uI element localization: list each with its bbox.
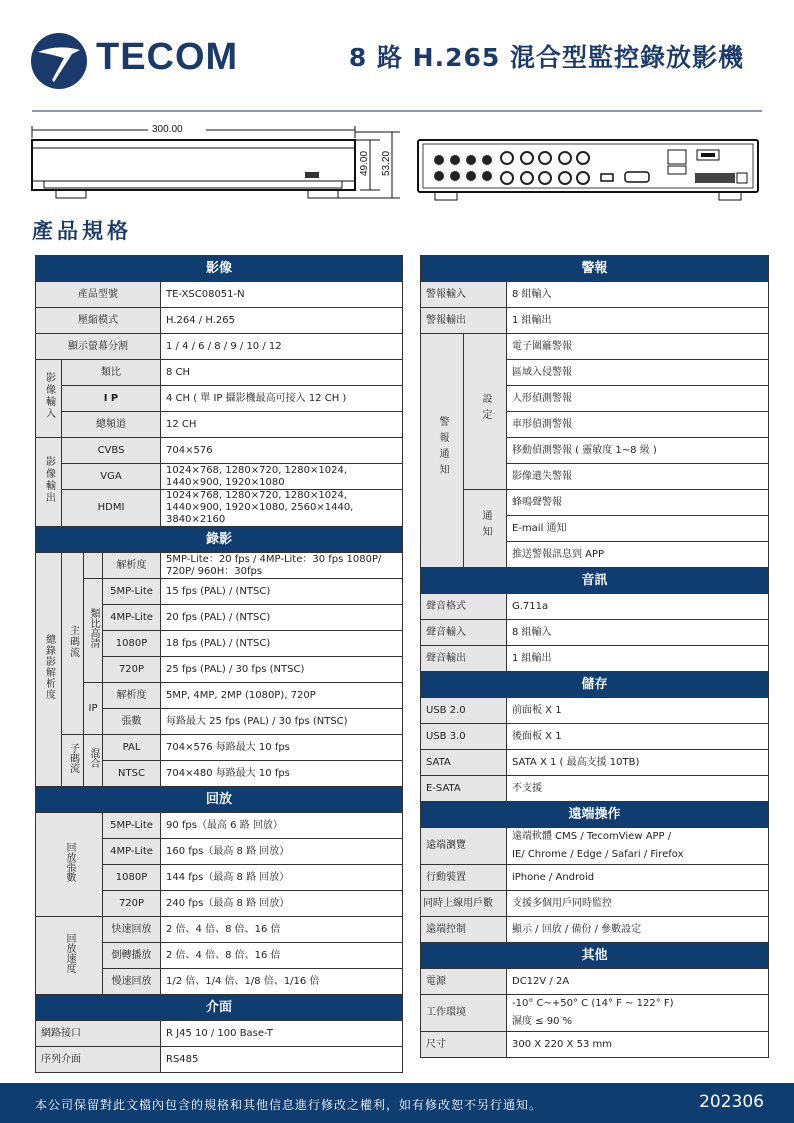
fast-label: 快速回放 xyxy=(103,917,161,943)
mixed-label: 混合 xyxy=(88,748,99,768)
pal-label: PAL xyxy=(103,735,161,761)
ntsc-value: 704×480 每路最大 10 fps xyxy=(161,761,403,787)
remote-browse-value-line2: IE/ Chrome / Edge / Safari / Firefox xyxy=(512,849,684,860)
pal-value: 704×576 每路最大 10 fps xyxy=(161,735,403,761)
ip-group: IP xyxy=(84,683,103,735)
esata-value: 不支援 xyxy=(507,776,769,802)
sata-label: SATA xyxy=(421,750,507,776)
pb-4mp-value: 160 fps（最高 8 路 回放） xyxy=(161,839,403,865)
section-header-alarm: 警報 xyxy=(421,256,769,282)
section-header-video: 影像 xyxy=(36,256,403,282)
alarm-setting-label: 設定 xyxy=(480,393,491,425)
users-value: 支援多個用戶同時監控 xyxy=(507,891,769,917)
network-label: 網路接口 xyxy=(36,1021,161,1047)
slow-value: 1/2 倍、1/4 倍、1/8 倍、1/16 倍 xyxy=(161,969,403,995)
playback-speed-label: 回放速度 xyxy=(64,933,75,973)
fast-value: 2 倍、4 倍、8 倍、16 倍 xyxy=(161,917,403,943)
pb-1080p-value: 144 fps（最高 8 路 回放） xyxy=(161,865,403,891)
rec-1080p-label: 1080P xyxy=(103,631,161,657)
pb-1080p-label: 1080P xyxy=(103,865,161,891)
tecom-logo xyxy=(30,32,250,88)
split-label: 顯示螢幕分割 xyxy=(36,334,161,360)
environment-temp: -10° C~+50° C (14° F ~ 122° F) xyxy=(512,998,674,1009)
record-res-value: 5MP-Lite：20 fps / 4MP-Lite：30 fps 1080P/ 720P/ 960H：30fps xyxy=(161,553,403,579)
usb2-value: 前面板 X 1 xyxy=(507,698,769,724)
playback-fps-label: 回放張數 xyxy=(64,842,75,882)
hdmi-label: HDMI xyxy=(62,490,161,527)
ip-fps-label: 張數 xyxy=(103,709,161,735)
pb-4mp-label: 4MP-Lite xyxy=(103,839,161,865)
ip-fps-value: 每路最大 25 fps (PAL) / 30 fps (NTSC) xyxy=(161,709,403,735)
alarm-out-value: 1 組輸出 xyxy=(507,308,769,334)
section-title: 產品規格 xyxy=(32,219,132,243)
network-value: R J45 10 / 100 Base-T xyxy=(161,1021,403,1047)
footer-bar xyxy=(0,1083,794,1123)
main-stream-group xyxy=(62,553,84,735)
front-view-drawing xyxy=(30,118,410,208)
alarm-notice-item: 推送警報訊息到 APP xyxy=(507,542,769,568)
section-header-storage: 儲存 xyxy=(421,672,769,698)
video-output-group-label: 影像輸出 xyxy=(43,455,55,504)
analog-value: 8 CH xyxy=(161,360,403,386)
rec-4mp-value: 20 fps (PAL) / (NTSC) xyxy=(161,605,403,631)
res-spacer xyxy=(84,553,103,579)
reverse-label: 倒轉播放 xyxy=(103,943,161,969)
usb3-value: 後面板 X 1 xyxy=(507,724,769,750)
model-label: 產品型號 xyxy=(36,282,161,308)
alarm-out-label: 警報輸出 xyxy=(421,308,507,334)
sata-value: SATA X 1 ( 最高支援 10TB) xyxy=(507,750,769,776)
analog-hd-label: 類比高清 xyxy=(88,608,99,648)
environment-label: 工作環境 xyxy=(421,995,507,1032)
rec-1080p-value: 18 fps (PAL) / (NTSC) xyxy=(161,631,403,657)
height-dimension-1: 49.00 xyxy=(359,150,371,177)
alarm-notice-label: 通知 xyxy=(480,510,491,542)
vga-value: 1024×768, 1280×720, 1280×1024, 1440×900, 1920×1080 xyxy=(161,464,403,490)
playback-speed-group xyxy=(36,917,103,995)
ip-res-value: 5MP, 4MP, 2MP (1080P), 720P xyxy=(161,683,403,709)
vga-label: VGA xyxy=(62,464,161,490)
analog-label: 類比 xyxy=(62,360,161,386)
rear-view-drawing xyxy=(415,138,765,208)
footer-notice: 本公司保留對此文檔內包含的規格和其他信息進行修改之權利，如有修改恕不另行通知。 xyxy=(35,1098,543,1112)
rec-720p-label: 720P xyxy=(103,657,161,683)
ntsc-label: NTSC xyxy=(103,761,161,787)
alarm-notice-item: 蜂鳴聲警報 xyxy=(507,490,769,516)
rec-720p-value: 25 fps (PAL) / 30 fps (NTSC) xyxy=(161,657,403,683)
sub-stream-group xyxy=(62,735,84,787)
alarm-notice-group xyxy=(464,490,507,568)
audio-out-value: 1 組輸出 xyxy=(507,646,769,672)
section-header-other: 其他 xyxy=(421,943,769,969)
rec-4mp-label: 4MP-Lite xyxy=(103,605,161,631)
size-label: 尺寸 xyxy=(421,1032,507,1058)
record-resolution-group xyxy=(36,553,62,787)
mobile-value: iPhone / Android xyxy=(507,865,769,891)
page-title: 8 路 H.265 混合型監控錄放影機 xyxy=(348,43,744,72)
alarm-setting-item: 影像遺失警報 xyxy=(507,464,769,490)
model-value: TE-XSC08051-N xyxy=(161,282,403,308)
pb-720p-label: 720P xyxy=(103,891,161,917)
cvbs-label: CVBS xyxy=(62,438,161,464)
main-stream-label: 主碼流 xyxy=(67,624,79,658)
tecom-logo-icon xyxy=(30,32,88,90)
ip-label: I P xyxy=(62,386,161,412)
analog-hd-group xyxy=(84,579,103,683)
alarm-setting-item: 移動偵測警報 ( 靈敏度 1~8 級 ) xyxy=(507,438,769,464)
remote-browse-label: 遠端瀏覽 xyxy=(421,828,507,865)
alarm-notify-label: 警報通知 xyxy=(437,416,448,480)
alarm-setting-item: 車形偵測警報 xyxy=(507,412,769,438)
serial-value: RS485 xyxy=(161,1047,403,1073)
ip-value: 4 CH ( 單 IP 攝影機最高可接入 12 CH ) xyxy=(161,386,403,412)
remote-control-label: 遠端控制 xyxy=(421,917,507,943)
reverse-value: 2 倍、4 倍、8 倍、16 倍 xyxy=(161,943,403,969)
alarm-notice-item: E-mail 通知 xyxy=(507,516,769,542)
height-dimension-2: 53.20 xyxy=(381,150,393,177)
footer-date: 202306 xyxy=(699,1092,764,1112)
alarm-setting-group xyxy=(464,334,507,490)
header-divider xyxy=(32,110,762,112)
hdmi-value: 1024×768, 1280×720, 1280×1024, 1440×900, 1920×1080, 2560×1440, 3840×2160 xyxy=(161,490,403,527)
alarm-setting-item: 區域入侵警報 xyxy=(507,360,769,386)
rec-5mp-value: 15 fps (PAL) / (NTSC) xyxy=(161,579,403,605)
audio-out-label: 聲音輸出 xyxy=(421,646,507,672)
total-channel-label: 總頻道 xyxy=(62,412,161,438)
audio-format-value: G.711a xyxy=(507,594,769,620)
environment-value xyxy=(507,995,769,1032)
sub-stream-label: 子碼流 xyxy=(67,743,79,773)
record-res-label: 解析度 xyxy=(103,553,161,579)
video-input-group xyxy=(36,360,62,438)
serial-label: 序列介面 xyxy=(36,1047,161,1073)
users-label: 同時上線用戶數 xyxy=(421,891,507,917)
audio-format-label: 聲音格式 xyxy=(421,594,507,620)
power-label: 電源 xyxy=(421,969,507,995)
compression-value: H.264 / H.265 xyxy=(161,308,403,334)
split-value: 1 / 4 / 6 / 8 / 9 / 10 / 12 xyxy=(161,334,403,360)
alarm-in-label: 警報輸入 xyxy=(421,282,507,308)
audio-in-label: 聲音輸入 xyxy=(421,620,507,646)
cvbs-value: 704×576 xyxy=(161,438,403,464)
section-header-interface: 介面 xyxy=(36,995,403,1021)
remote-browse-value-line1: 遠端軟體 CMS / TecomView APP / xyxy=(512,831,672,842)
compression-label: 壓縮模式 xyxy=(36,308,161,334)
mixed-group xyxy=(84,735,103,787)
alarm-setting-item: 電子圍籬警報 xyxy=(507,334,769,360)
pb-5mp-label: 5MP-Lite xyxy=(103,813,161,839)
usb3-label: USB 3.0 xyxy=(421,724,507,750)
remote-browse-value xyxy=(507,828,769,865)
section-header-remote: 遠端操作 xyxy=(421,802,769,828)
size-value: 300 X 220 X 53 mm xyxy=(507,1032,769,1058)
power-value: DC12V / 2A xyxy=(507,969,769,995)
alarm-in-value: 8 組輸入 xyxy=(507,282,769,308)
mobile-label: 行動裝置 xyxy=(421,865,507,891)
video-output-group xyxy=(36,438,62,527)
section-header-audio: 音訊 xyxy=(421,568,769,594)
alarm-notify-group xyxy=(421,334,464,568)
ip-res-label: 解析度 xyxy=(103,683,161,709)
environment-humidity: 濕度 ≤ 90 % xyxy=(512,1016,573,1027)
section-header-record: 錄影 xyxy=(36,527,403,553)
width-dimension: 300.00 xyxy=(152,124,183,135)
playback-fps-group xyxy=(36,813,103,917)
slow-label: 慢速回放 xyxy=(103,969,161,995)
record-resolution-group-label: 總錄影解析度 xyxy=(43,634,55,700)
right-spec-table xyxy=(420,255,769,1058)
section-header-playback: 回放 xyxy=(36,787,403,813)
total-channel-value: 12 CH xyxy=(161,412,403,438)
audio-in-value: 8 組輸入 xyxy=(507,620,769,646)
usb2-label: USB 2.0 xyxy=(421,698,507,724)
pb-720p-value: 240 fps（最高 8 路 回放） xyxy=(161,891,403,917)
remote-control-value: 顯示 / 回放 / 備份 / 參數設定 xyxy=(507,917,769,943)
rec-5mp-label: 5MP-Lite xyxy=(103,579,161,605)
esata-label: E-SATA xyxy=(421,776,507,802)
pb-5mp-value: 90 fps（最高 6 路 回放） xyxy=(161,813,403,839)
brand-name: TECOM xyxy=(96,36,239,78)
left-spec-table xyxy=(35,255,403,1073)
alarm-setting-item: 人形偵測警報 xyxy=(507,386,769,412)
video-input-group-label: 影像輸入 xyxy=(43,372,55,420)
